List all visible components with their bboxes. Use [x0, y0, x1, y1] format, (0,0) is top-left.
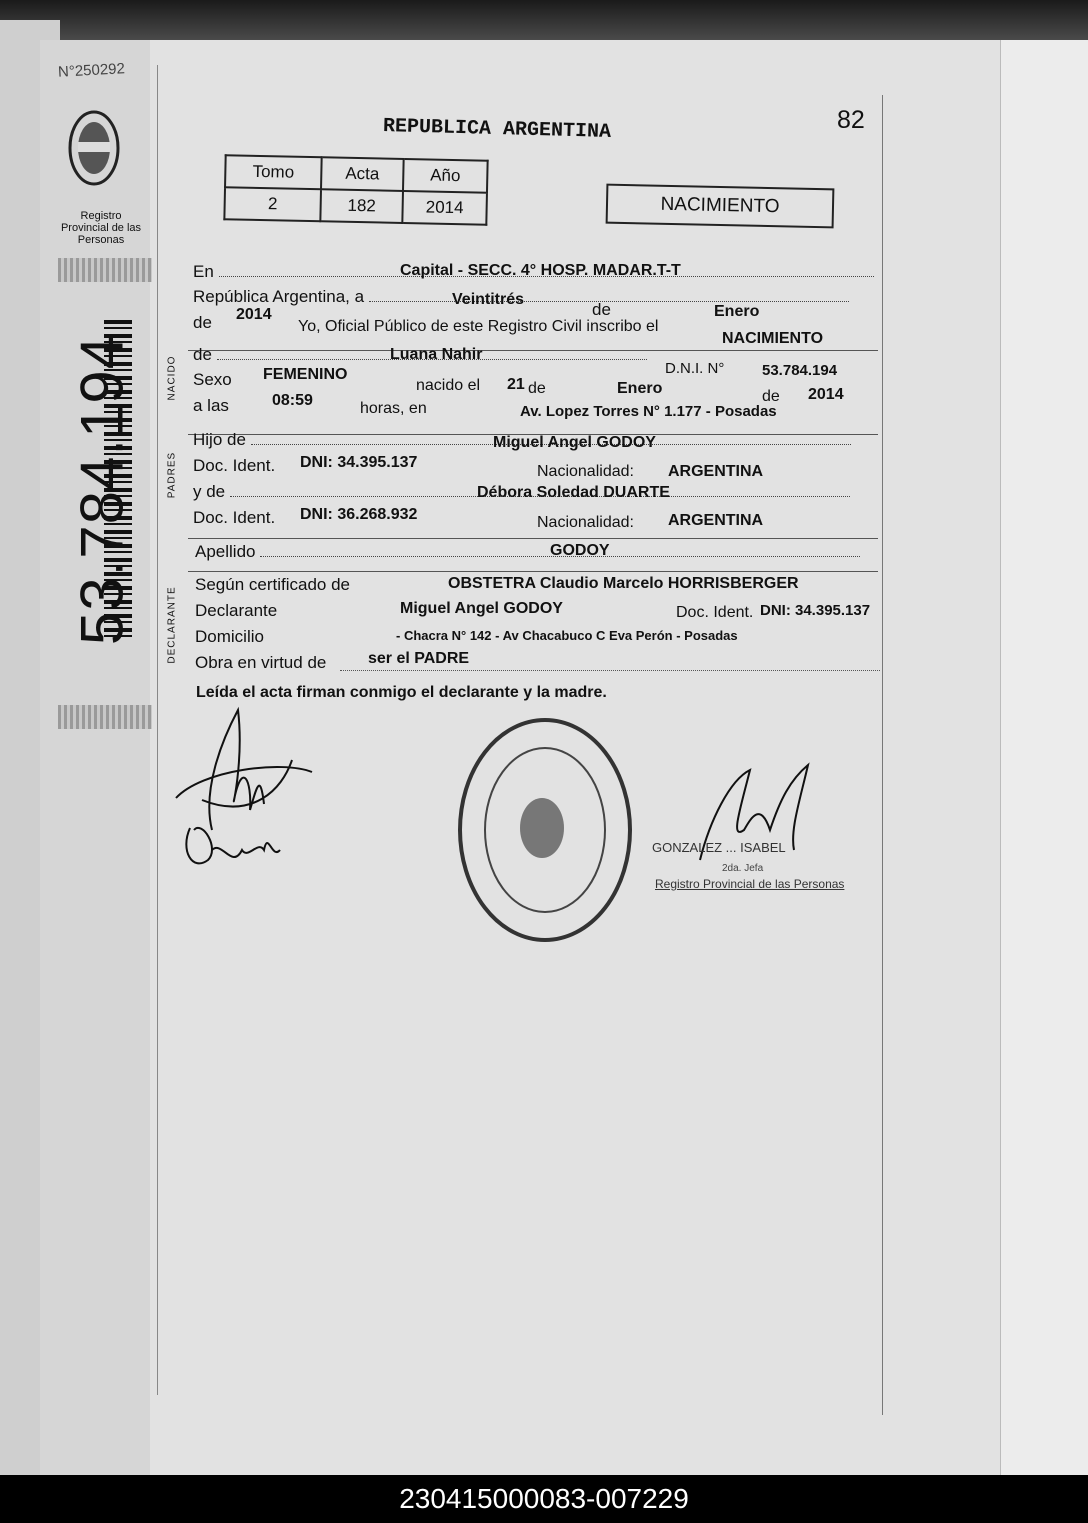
- value-padre-nac: ARGENTINA: [668, 463, 764, 480]
- anio-value: 2014: [402, 191, 487, 225]
- value-apellido: GODOY: [550, 542, 610, 559]
- value-sexo: FEMENINO: [263, 366, 348, 383]
- label-certificado: Según certificado de: [195, 575, 350, 594]
- value-padre-doc: DNI: 34.395.137: [300, 454, 418, 471]
- hologram-strip-bottom: [58, 705, 152, 729]
- registry-seal-logo: [66, 108, 122, 196]
- label-nac-padre: Nacionalidad:: [537, 463, 634, 480]
- label-declarante-doc: Doc. Ident.: [676, 604, 754, 621]
- label-domicilio: Domicilio: [195, 627, 264, 646]
- value-certificado: OBSTETRA Claudio Marcelo HORRISBERGER: [448, 575, 799, 592]
- section-rule: [188, 571, 878, 572]
- tomo-acta-table: [223, 154, 488, 226]
- official-stamp: [450, 710, 640, 950]
- page-stack-edge: [1000, 40, 1088, 1475]
- value-mes: Enero: [714, 303, 760, 320]
- section-rule: [188, 538, 878, 539]
- label-nac-madre: Nacionalidad:: [537, 514, 634, 531]
- value-declarante: Miguel Angel GODOY: [400, 600, 563, 617]
- scan-code: 230415000083-007229: [0, 1475, 1088, 1523]
- book-top-edge: [0, 0, 1088, 40]
- tomo-header: Tomo: [225, 155, 322, 189]
- hologram-strip-top: [58, 258, 152, 282]
- side-label-nacido: NACIDO: [166, 355, 178, 401]
- value-nombre: Luana Nahir: [390, 346, 483, 363]
- acta-header: Acta: [321, 157, 404, 191]
- value-madre: Débora Soledad DUARTE: [477, 484, 670, 501]
- label-obra: Obra en virtud de: [195, 653, 327, 672]
- value-dia: Veintitrés: [452, 291, 525, 308]
- document-title: REPUBLICA ARGENTINA: [382, 115, 612, 144]
- closing-statement: Leída el acta firman conmigo el declarante y la madre.: [196, 684, 607, 701]
- value-nacido-anio: 2014: [808, 386, 844, 403]
- label-republica: República Argentina, a: [193, 287, 849, 307]
- value-padre: Miguel Angel GODOY: [493, 434, 656, 451]
- value-hora: 08:59: [272, 392, 313, 409]
- label-en: En: [193, 262, 874, 282]
- label-nacido: nacido el: [416, 377, 481, 394]
- spine-border: [157, 65, 158, 1395]
- label-sexo: Sexo: [193, 370, 232, 389]
- tomo-value: 2: [224, 187, 321, 221]
- label-hijo: Hijo de: [193, 430, 851, 450]
- declarant-signature: [172, 700, 322, 880]
- value-domicilio: - Chacra N° 142 - Av Chacabuco C Eva Perón - Posadas: [396, 628, 738, 643]
- dotted-rule: [340, 670, 880, 671]
- page-number: 82: [837, 106, 865, 134]
- value-madre-nac: ARGENTINA: [668, 512, 764, 529]
- label-declarante: Declarante: [195, 601, 278, 620]
- registry-caption: Registro Provincial de las Personas: [60, 210, 142, 246]
- value-anio: 2014: [236, 306, 272, 323]
- spine-strip: [40, 40, 160, 1475]
- value-obra: ser el PADRE: [368, 650, 470, 667]
- value-en: Capital - SECC. 4° HOSP. MADAR.T-T: [400, 262, 681, 279]
- label-de: de: [592, 300, 611, 319]
- acta-value: 182: [320, 189, 403, 223]
- record-type-box: NACIMIENTO: [606, 184, 835, 229]
- value-declarante-doc: DNI: 34.395.137: [760, 602, 871, 619]
- side-label-declarante: DECLARANTE: [166, 586, 178, 664]
- official-org: Registro Provincial de las Personas: [655, 877, 845, 891]
- spine-dni-number: 53.784.194: [68, 334, 136, 646]
- value-tipo: NACIMIENTO: [722, 330, 824, 347]
- oficial-text: Yo, Oficial Público de este Registro Civil inscribo el: [298, 318, 659, 335]
- official-role: 2da. Jefa: [722, 863, 764, 874]
- label-de2: de: [193, 313, 212, 332]
- side-label-padres: PADRES: [166, 451, 178, 499]
- label-alas: a las: [193, 396, 229, 415]
- label-apellido: Apellido: [195, 542, 860, 562]
- anio-header: Año: [403, 159, 488, 193]
- label-horas: horas, en: [360, 400, 427, 417]
- official-name: GONZALEZ ... ISABEL: [652, 840, 786, 855]
- label-de4: de: [528, 380, 546, 397]
- value-nacido-mes: Enero: [617, 380, 663, 397]
- label-yde: y de: [193, 482, 850, 502]
- serial-number: N°250292: [57, 60, 126, 81]
- value-nacido-dia: 21: [507, 376, 525, 393]
- value-lugar: Av. Lopez Torres N° 1.177 - Posadas: [520, 403, 777, 420]
- label-doc-padre: Doc. Ident.: [193, 456, 276, 475]
- label-dni: D.N.I. N°: [665, 360, 725, 377]
- value-dni: 53.784.194: [762, 362, 838, 379]
- label-de5: de: [762, 388, 780, 405]
- label-de3: de: [193, 345, 647, 365]
- label-doc-madre: Doc. Ident.: [193, 508, 276, 527]
- value-madre-doc: DNI: 36.268.932: [300, 506, 418, 523]
